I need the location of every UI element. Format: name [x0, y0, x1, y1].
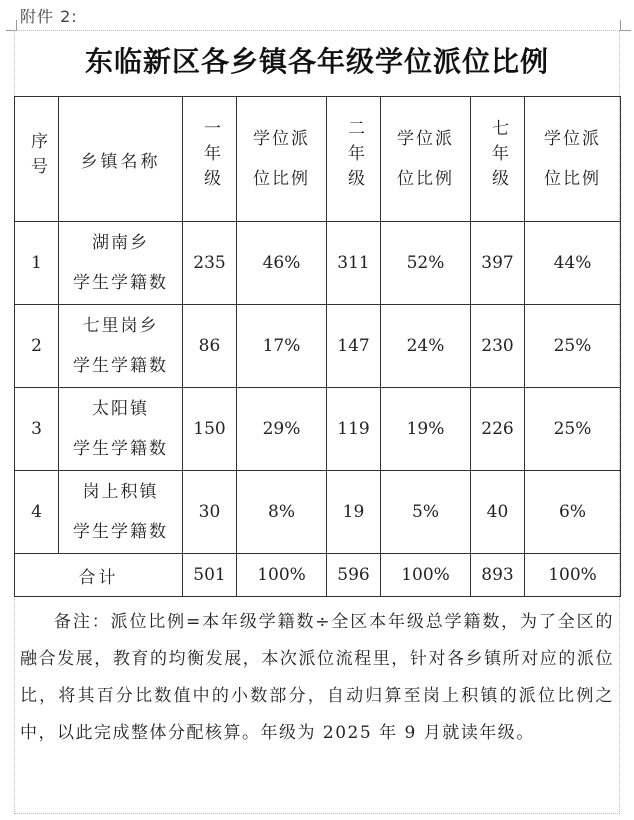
cell-g2: 147 [327, 305, 381, 388]
cell-index: 1 [15, 222, 59, 305]
table-row [15, 388, 621, 471]
crop-mark-top-right [620, 20, 631, 31]
header-index: 序号 [15, 97, 59, 222]
cell-r1: 29% [237, 388, 327, 471]
cell-g7: 40 [471, 471, 525, 554]
cell-g2: 119 [327, 388, 381, 471]
cell-r7: 25% [525, 388, 621, 471]
total-label: 合计 [15, 554, 183, 597]
cell-name: 岗上积镇 学生学籍数 [59, 471, 183, 554]
cell-r7: 25% [525, 305, 621, 388]
ratio-table [14, 96, 621, 597]
total-g1: 501 [183, 554, 237, 597]
table-row [15, 305, 621, 388]
cell-r7: 6% [525, 471, 621, 554]
header-ratio1: 学位派 位比例 [237, 97, 327, 222]
cell-index: 4 [15, 471, 59, 554]
total-r7: 100% [525, 554, 621, 597]
total-r2: 100% [381, 554, 471, 597]
cell-r2: 19% [381, 388, 471, 471]
cell-r1: 46% [237, 222, 327, 305]
total-row [15, 554, 621, 597]
cell-r2: 52% [381, 222, 471, 305]
cell-g1: 150 [183, 388, 237, 471]
document-title: 东临新区各乡镇各年级学位派位比例 [84, 45, 549, 78]
cell-r2: 24% [381, 305, 471, 388]
cell-index: 3 [15, 388, 59, 471]
table-header-row [15, 97, 621, 222]
cell-g1: 86 [183, 305, 237, 388]
cell-r2: 5% [381, 471, 471, 554]
header-grade2: 二年级 [327, 97, 381, 222]
cell-g1: 30 [183, 471, 237, 554]
header-name: 乡镇名称 [59, 97, 183, 222]
cell-name: 七里岗乡 学生学籍数 [59, 305, 183, 388]
cell-g7: 397 [471, 222, 525, 305]
cell-g7: 226 [471, 388, 525, 471]
header-grade7: 七年级 [471, 97, 525, 222]
total-g7: 893 [471, 554, 525, 597]
table-row [15, 222, 621, 305]
attachment-label: 附件 2: [20, 7, 78, 26]
cell-g1: 235 [183, 222, 237, 305]
cell-index: 2 [15, 305, 59, 388]
cell-r7: 44% [525, 222, 621, 305]
total-g2: 596 [327, 554, 381, 597]
cell-name: 太阳镇 学生学籍数 [59, 388, 183, 471]
cell-g2: 19 [327, 471, 381, 554]
header-ratio2: 学位派 位比例 [381, 97, 471, 222]
cell-r1: 17% [237, 305, 327, 388]
remark-note: 备注：派位比例=本年级学籍数÷全区本年级总学籍数，为了全区的融合发展，教育的均衡发展，本次派位流程里，针对各乡镇所对应的派位比，将其百分比数值中的小数部分，自动归算至岗上积镇的派位比例之中，以此完成整体分配核算。年级为 2025 年 9 月就读年级。 [20, 612, 614, 743]
total-r1: 100% [237, 554, 327, 597]
header-ratio7: 学位派 位比例 [525, 97, 621, 222]
table-row [15, 471, 621, 554]
cell-g7: 230 [471, 305, 525, 388]
header-grade1: 一年级 [183, 97, 237, 222]
cell-name: 湖南乡 学生学籍数 [59, 222, 183, 305]
cell-r1: 8% [237, 471, 327, 554]
cell-g2: 311 [327, 222, 381, 305]
